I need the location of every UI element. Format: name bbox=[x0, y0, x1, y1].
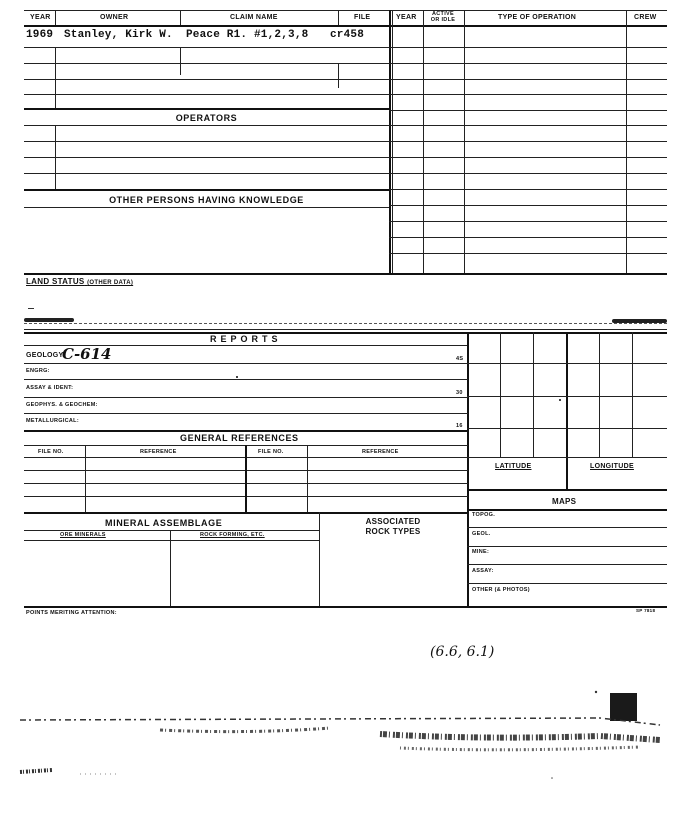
other-persons-label: OTHER PERSONS HAVING KNOWLEDGE bbox=[109, 195, 304, 205]
entry-owner: Stanley, Kirk W. bbox=[64, 29, 173, 41]
form-code: SP 7818 bbox=[636, 608, 656, 613]
header-claim-name: CLAIM NAME bbox=[230, 14, 278, 21]
report-geology-value: C-614 bbox=[62, 345, 112, 363]
header-ops-year: YEAR bbox=[396, 14, 417, 21]
genref-col-file-1: FILE NO. bbox=[38, 449, 64, 455]
maps-geol: GEOL. bbox=[472, 531, 491, 537]
report-assay-label: ASSAY & IDENT: bbox=[26, 385, 74, 391]
header-year: YEAR bbox=[30, 14, 51, 21]
report-geophys-label: GEOPHYS. & GEOCHEM: bbox=[26, 402, 98, 408]
entry-file: cr458 bbox=[330, 29, 365, 41]
report-geology-label: GEOLOGY: bbox=[26, 352, 66, 359]
latitude-label: LATITUDE bbox=[495, 463, 532, 470]
report-geology-code: 4S bbox=[456, 356, 464, 362]
maps-mine: MINE: bbox=[472, 549, 490, 555]
land-status-mark bbox=[28, 308, 34, 309]
genref-col-reference-1: REFERENCE bbox=[140, 449, 177, 455]
ore-minerals-label: ORE MINERALS bbox=[60, 532, 106, 538]
scan-artifact bbox=[0, 690, 678, 811]
header-owner: OWNER bbox=[100, 14, 129, 21]
report-engrg-label: ENGRG: bbox=[26, 368, 50, 374]
genref-col-file-2: FILE NO. bbox=[258, 449, 284, 455]
rock-forming-label: ROCK FORMING, ETC. bbox=[200, 532, 265, 538]
entry-year: 1969 bbox=[26, 29, 54, 41]
entry-claim-name: Peace R1. #1,2,3,8 bbox=[186, 29, 309, 41]
report-engrg-mark bbox=[236, 376, 238, 378]
report-metallurgical-code: 16 bbox=[456, 423, 463, 429]
maps-assay: ASSAY: bbox=[472, 568, 494, 574]
maps-topog: TOPOG. bbox=[472, 512, 496, 518]
header-type-of-operation: TYPE OF OPERATION bbox=[498, 14, 577, 21]
header-crew: CREW bbox=[634, 14, 657, 21]
operators-label: OPERATORS bbox=[175, 113, 238, 123]
reports-title: REPORTS bbox=[210, 334, 282, 344]
maps-other: OTHER (& PHOTOS) bbox=[472, 587, 530, 593]
header-file: FILE bbox=[354, 14, 371, 21]
report-metallurgical-label: METALLURGICAL: bbox=[26, 418, 79, 424]
grid-mark bbox=[559, 399, 561, 401]
report-assay-code: 30 bbox=[456, 390, 463, 396]
mineral-assemblage-title: MINERAL ASSEMBLAGE bbox=[105, 518, 223, 528]
handwritten-coordinates: (6.6, 6.1) bbox=[430, 644, 495, 660]
genref-col-reference-2: REFERENCE bbox=[362, 449, 399, 455]
header-active-idle: ACTIVE OR IDLE bbox=[430, 11, 456, 23]
associated-rock-types: ASSOCIATED ROCK TYPES bbox=[365, 517, 421, 536]
points-meriting-attention: POINTS MERITING ATTENTION: bbox=[26, 610, 117, 616]
maps-title: MAPS bbox=[552, 497, 577, 506]
land-status-label: LAND STATUS (OTHER DATA) bbox=[26, 277, 134, 286]
longitude-label: LONGITUDE bbox=[590, 463, 634, 470]
general-references-title: GENERAL REFERENCES bbox=[180, 433, 299, 443]
